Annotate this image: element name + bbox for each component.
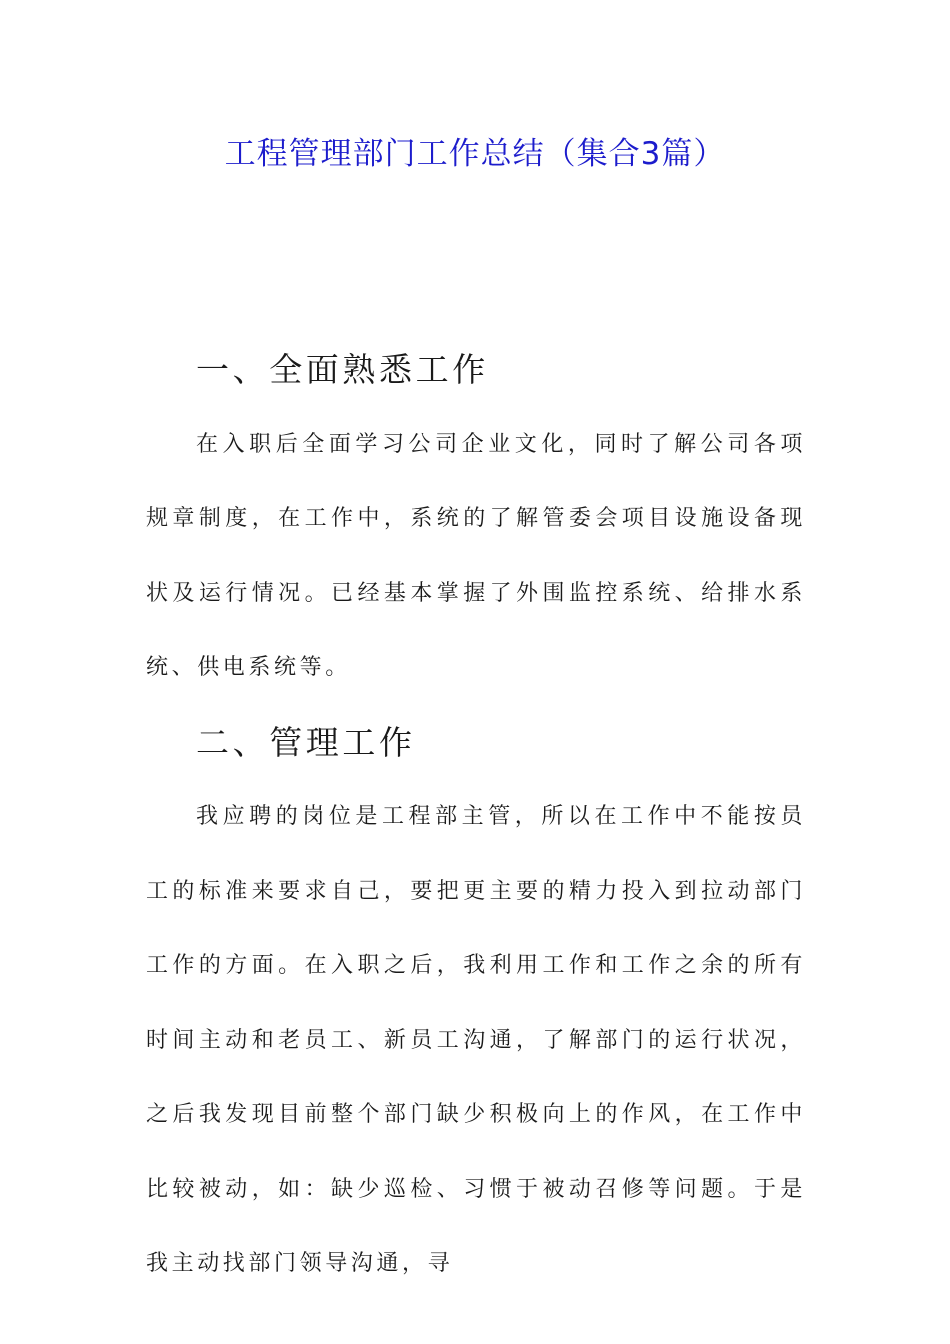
section-heading-2: 二、管理工作 — [196, 722, 416, 762]
section-heading-1: 一、全面熟悉工作 — [196, 350, 489, 389]
section-paragraph-2: 我应聘的岗位是工程部主管，所以在工作中不能按员工的标准来要求自己，要把更主要的精力投入到拉动部门工作的方面。在入职之后，我利用工作和工作之余的所有时间主动和老员工、新员工沟通，了解部门的运行状况，之后我发现目前整个部门缺少积极向上的作风，在工作中比较被动，如：缺少巡检、习惯于被动召修等问题。于是我主动找部门领导沟通，寻 — [146, 804, 806, 1276]
document-title: 工程管理部门工作总结（集合3篇） — [224, 136, 726, 172]
document-body — [146, 333, 806, 1302]
section-paragraph-1: 在入职后全面学习公司企业文化，同时了解公司各项规章制度，在工作中，系统的了解管委会项目设施设备现状及运行情况。已经基本掌握了外围监控系统、给排水系统、供电系统等。 — [146, 431, 806, 680]
